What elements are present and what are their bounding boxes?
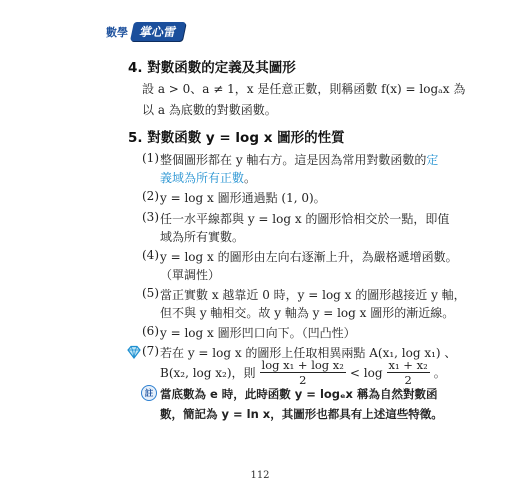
note-line-1: 當底數為 e 時，此時函數 y = logₑx 稱為自然對數函 xyxy=(160,387,438,401)
item-7-number: (7) xyxy=(142,344,159,358)
item-3-line-2: 域為所有實數。 xyxy=(160,230,245,244)
book-logo: 掌心雷 xyxy=(130,22,186,41)
item-1-number: (1) xyxy=(142,151,159,165)
item-4-number: (4) xyxy=(142,248,159,262)
section-4-line-2: 以 a 為底數的對數函數。 xyxy=(142,103,277,117)
item-4-line-2: （單調性） xyxy=(160,268,221,282)
item-1-line-2 xyxy=(160,169,256,186)
diamond-icon xyxy=(127,345,141,359)
less-than-log: < log xyxy=(349,365,383,380)
section-5-title: 5. 對數函數 y = log x 圖形的性質 xyxy=(128,130,345,146)
fraction-mean-of-x xyxy=(387,358,430,387)
item-3-line-1: 任一水平線都與 y = log x 的圖形恰相交於一點，即值 xyxy=(160,212,450,226)
fraction-mean-of-logs xyxy=(260,358,346,387)
note-badge: 註 xyxy=(141,385,157,401)
fraction-1-denominator: 2 xyxy=(299,373,307,387)
item-1-text: 整個圖形都在 y 軸右方。這是因為常用對數函數的 xyxy=(160,153,427,167)
section-4-title: 4. 對數函數的定義及其圖形 xyxy=(128,60,296,76)
item-7-end: 。 xyxy=(433,366,446,380)
fraction-1-numerator: log x₁ + log x₂ xyxy=(261,358,344,372)
item-4-line-1: y = log x 的圖形由左向右逐漸上升，為嚴格遞增函數。 xyxy=(160,250,458,264)
item-2-line-1: y = log x 圖形通過點 (1, 0)。 xyxy=(160,191,326,205)
page-header xyxy=(106,22,184,41)
item-5-number: (5) xyxy=(142,286,159,300)
subject-label: 數學 xyxy=(106,25,128,39)
item-7-line-2 xyxy=(160,358,446,387)
note-line-2: 數，簡記為 y = ln x，其圖形也都具有上述這些特徵。 xyxy=(160,407,443,421)
item-1-highlight-a: 定 xyxy=(426,153,439,167)
fraction-2-numerator: x₁ + x₂ xyxy=(388,358,428,372)
item-5-line-2: 但不與 y 軸相交。故 y 軸為 y = log x 圖形的漸近線。 xyxy=(160,306,455,320)
item-1-end: 。 xyxy=(244,171,257,185)
fraction-2-denominator: 2 xyxy=(404,373,412,387)
item-7-line-1: 若在 y = log x 的圖形上任取相異兩點 A(x₁, log x₁) 、 xyxy=(160,346,457,360)
item-5-line-1: 當正實數 x 越靠近 0 時，y = log x 的圖形越接近 y 軸， xyxy=(160,288,466,302)
item-1-highlight-b: 義域為所有正數 xyxy=(160,171,245,185)
item-2-number: (2) xyxy=(142,189,159,203)
page-number: 112 xyxy=(250,470,270,481)
item-6-number: (6) xyxy=(142,324,159,338)
item-6-line-1: y = log x 圖形凹口向下。（凹凸性） xyxy=(160,326,356,340)
item-3-number: (3) xyxy=(142,210,159,224)
section-4-line-1: 設 a > 0、a ≠ 1，x 是任意正數，則稱函數 f(x) = logₐx 為 xyxy=(142,82,466,96)
item-7-text: B(x₂, log x₂)，則 xyxy=(160,366,256,380)
item-1-line-1 xyxy=(160,151,438,168)
